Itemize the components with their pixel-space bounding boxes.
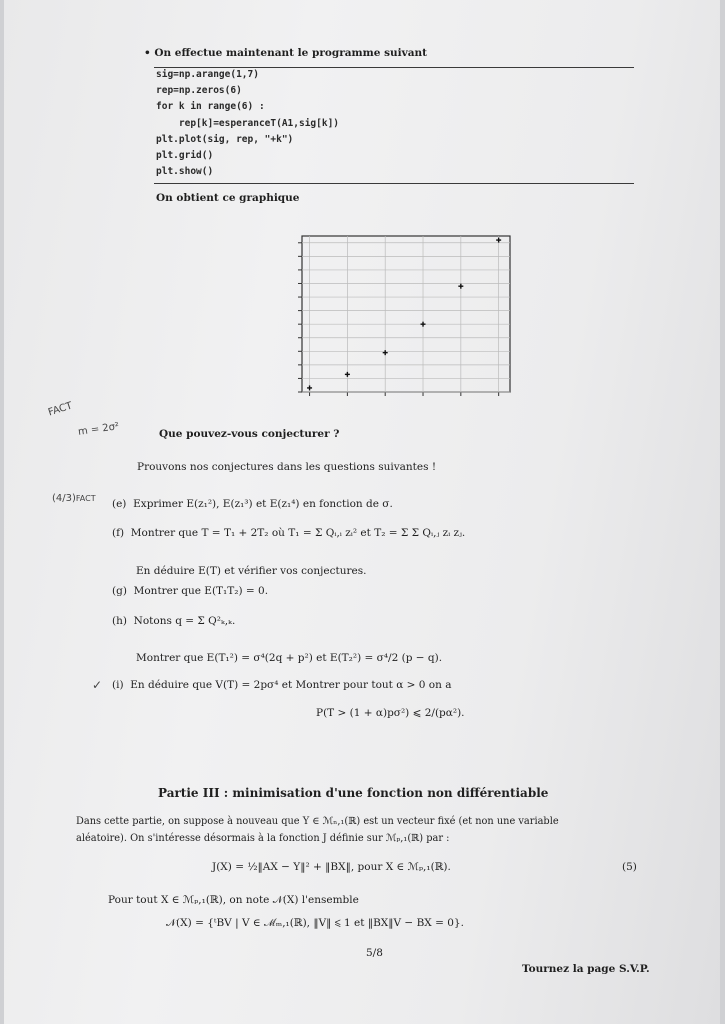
plot-frame <box>302 236 510 392</box>
check-mark-icon: ✓ <box>92 678 103 692</box>
code-line: rep=np.zeros(6) <box>156 85 242 97</box>
data-point <box>496 238 501 243</box>
item-i-formula: P(T > (1 + α)pσ²) ⩽ 2/(pα²). <box>316 707 465 719</box>
handwritten-fraction: (4/3)FACT <box>52 493 96 504</box>
item-label: (f) <box>112 527 125 539</box>
turn-page-note: Tournez la page S.V.P. <box>522 963 650 975</box>
item-f-follow: En déduire E(T) et vérifier vos conjectures. <box>136 565 367 577</box>
item-label: (h) <box>112 615 127 627</box>
code-line: sig=np.arange(1,7) <box>156 69 259 80</box>
part-text-2: aléatoire). On s'intéresse désormais à la fonction J définie sur ℳₚ,₁(ℝ) par : <box>76 833 450 844</box>
handwritten-note-fact: FACT <box>46 400 74 419</box>
equation-number: (5) <box>622 861 637 873</box>
code-block <box>156 67 339 180</box>
item-text: Exprimer E(z₁²), E(z₁³) et E(z₁⁴) en fonction de σ. <box>133 498 393 510</box>
item-h-follow: Montrer que E(T₁²) = σ⁴(2q + p²) et E(T₂²) = σ⁴/2 (p − q). <box>136 652 443 664</box>
scatter-chart <box>274 228 519 408</box>
item-g <box>112 585 268 597</box>
item-label: (g) <box>112 585 127 597</box>
question-heading: Que pouvez-vous conjecturer ? <box>159 428 340 440</box>
proof-intro: Prouvons nos conjectures dans les questions suivantes ! <box>137 461 437 473</box>
intro-bullet: • On effectue maintenant le programme suivant <box>144 47 428 59</box>
item-e <box>112 498 393 510</box>
code-line: rep[k]=esperanceT(A1,sig[k]) <box>156 117 340 129</box>
item-text: En déduire que V(T) = 2pσ⁴ et Montrer pour tout α > 0 on a <box>130 679 452 691</box>
item-text: Montrer que T = T₁ + 2T₂ où T₁ = Σ Qᵢ,ᵢ zᵢ² et T₂ = Σ Σ Qᵢ,ⱼ zᵢ zⱼ. <box>130 527 466 539</box>
n-intro: Pour tout X ∈ ℳₚ,₁(ℝ), on note 𝒩(X) l'ensemble <box>108 894 359 906</box>
code-line: for k in range(6) : <box>156 101 265 113</box>
part-title: Partie III : minimisation d'une fonction non différentiable <box>158 786 549 800</box>
graph-intro: On obtient ce graphique <box>156 192 300 204</box>
equation-5: J(X) = ½‖AX − Y‖² + ‖BX‖, pour X ∈ ℳₚ,₁(ℝ). <box>212 861 451 873</box>
code-line: plt.plot(sig, rep, "+k") <box>156 133 294 145</box>
page-sheet <box>4 0 720 1024</box>
code-bottom-rule <box>154 183 634 184</box>
n-definition: 𝒩(X) = {ᵗBV | V ∈ ℳₘ,₁(ℝ), ‖V‖ ⩽ 1 et ‖BX‖V − BX = 0}. <box>166 917 464 929</box>
data-point <box>383 350 388 355</box>
data-point <box>421 322 426 327</box>
page-number: 5/8 <box>366 947 383 959</box>
item-f <box>112 527 465 539</box>
code-line: plt.show() <box>156 166 214 178</box>
handwritten-formula: m = 2σ² <box>77 421 120 438</box>
data-point <box>458 284 463 289</box>
item-label: (e) <box>112 498 127 510</box>
code-line: plt.grid() <box>156 150 214 162</box>
data-point <box>307 385 312 390</box>
item-label: (i) <box>112 679 124 691</box>
data-point <box>345 372 350 377</box>
item-text: Notons q = Σ Q²ₖ,ₖ. <box>133 615 236 627</box>
item-h <box>112 615 235 627</box>
part-text-1: Dans cette partie, on suppose à nouveau que Y ∈ ℳₙ,₁(ℝ) est un vecteur fixé (et non une variable <box>76 816 559 827</box>
item-text: Montrer que E(T₁T₂) = 0. <box>133 585 269 597</box>
item-i <box>112 679 451 691</box>
